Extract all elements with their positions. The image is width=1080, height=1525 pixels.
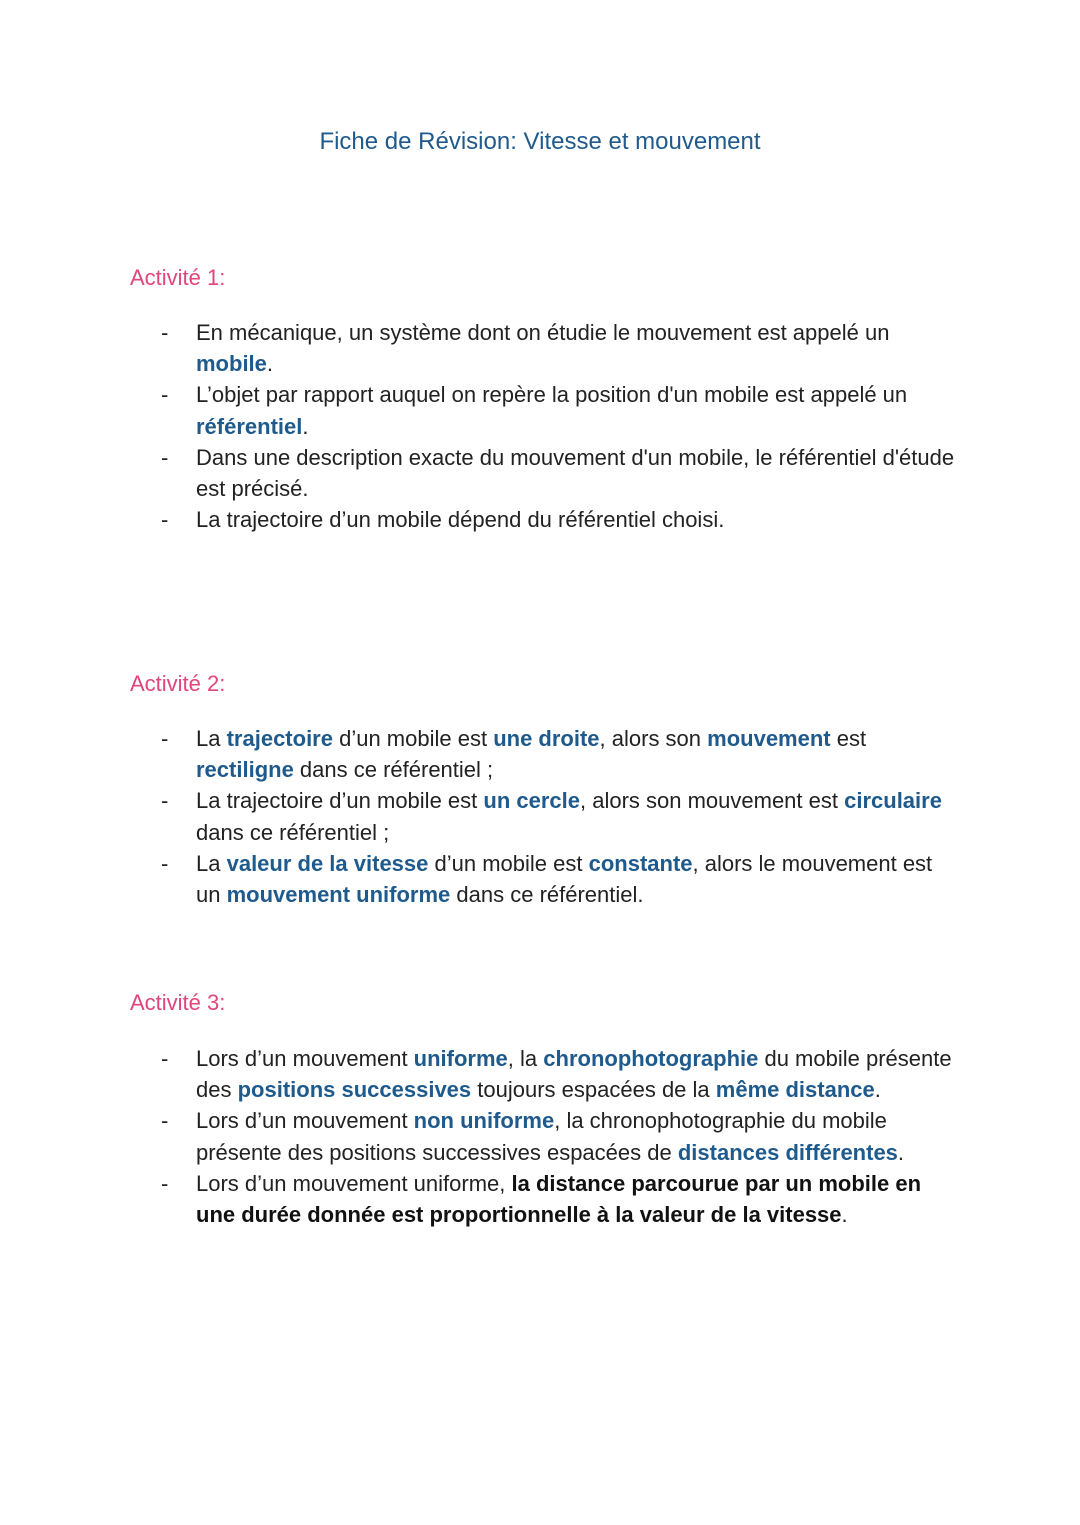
bullet-item: [0, 442, 1080, 504]
highlighted-term: mobile: [196, 351, 267, 377]
text-run: Lors d’un mouvement: [196, 1046, 414, 1071]
highlighted-term: chronophotographie: [543, 1046, 759, 1071]
highlighted-term: constante: [588, 850, 693, 876]
highlighted-term: même distance: [715, 1077, 875, 1103]
text-run: dans ce référentiel ;: [293, 757, 494, 783]
text-run: La trajectoire d’un mobile est: [196, 788, 484, 814]
highlighted-term: référentiel: [196, 413, 303, 439]
text-run: .: [841, 1202, 848, 1228]
highlighted-term: positions successives: [237, 1077, 472, 1103]
highlighted-term: valeur de la vitesse: [226, 850, 429, 876]
text-run: La trajectoire d’un mobile dépend du référentiel choisi.: [196, 507, 725, 533]
text-run: .: [874, 1077, 881, 1103]
bullet-dash: -: [161, 320, 169, 345]
bullet-dash: -: [161, 1108, 169, 1134]
bullet-item: [0, 785, 1080, 847]
highlighted-term: circulaire: [844, 788, 942, 814]
text-run: toujours espacées de la: [471, 1077, 716, 1103]
bullet-dash: -: [161, 850, 169, 876]
text-run: du mobile présente des: [196, 1046, 952, 1103]
page-title: Fiche de Révision: Vitesse et mouvement: [319, 128, 761, 155]
bold-statement: la distance parcourue par un mobile en une durée donnée est proportionnelle à la valeur de la vitesse: [196, 1170, 922, 1228]
text-run: Lors d’un mouvement: [196, 1108, 414, 1134]
text-run: .: [266, 351, 274, 377]
bullet-item: [0, 504, 1080, 535]
text-run: d’un mobile est: [332, 726, 494, 751]
text-run: En mécanique, un système dont on étudie le mouvement est appelé un: [196, 320, 890, 345]
text-run: d’un mobile est: [428, 850, 589, 876]
bullet-dash: -: [161, 444, 169, 470]
bullet-list-activite-2: [0, 723, 1080, 910]
highlighted-term: un cercle: [483, 788, 580, 814]
bullet-dash: -: [161, 1170, 169, 1196]
text-run: , alors le mouvement est un: [196, 850, 933, 908]
highlighted-term: non uniforme: [413, 1108, 555, 1134]
highlighted-term: mouvement: [707, 726, 831, 751]
text-run: , la: [507, 1046, 544, 1071]
bullet-item: [0, 1168, 1080, 1230]
text-run: , alors son mouvement est: [579, 788, 845, 814]
section-heading-activite-2: Activité 2:: [130, 671, 226, 696]
text-run: La: [196, 726, 227, 751]
highlighted-term: trajectoire: [226, 726, 333, 751]
bullet-dash: -: [161, 726, 169, 751]
highlighted-term: une droite: [493, 726, 600, 751]
text-run: dans ce référentiel ;: [196, 819, 390, 845]
bullet-dash: -: [161, 788, 169, 814]
text-run: , la chronophotographie du mobile présente des positions successives espacées de: [196, 1108, 887, 1165]
bullet-item: [0, 1043, 1080, 1105]
highlighted-term: mouvement uniforme: [226, 882, 451, 908]
section-heading-activite-1: Activité 1:: [130, 265, 226, 290]
text-run: .: [897, 1139, 905, 1165]
bullet-list-activite-3: [0, 1043, 1080, 1230]
bullet-item: [0, 848, 1080, 910]
text-run: , alors son: [599, 726, 708, 751]
text-run: .: [302, 413, 309, 439]
bullet-item: [0, 379, 1080, 441]
bullet-item: [0, 317, 1080, 379]
bullet-item: [0, 1105, 1080, 1167]
bullet-dash: -: [161, 507, 169, 533]
bullet-list-activite-1: [0, 317, 1080, 535]
text-run: Lors d’un mouvement uniforme,: [196, 1170, 512, 1196]
text-run: Dans une description exacte du mouvement d'un mobile, le référentiel d'étude est précisé.: [196, 444, 955, 502]
highlighted-term: distances différentes: [677, 1139, 898, 1165]
section-heading-activite-3: Activité 3:: [130, 990, 226, 1015]
text-run: est: [830, 726, 867, 751]
highlighted-term: rectiligne: [196, 757, 294, 783]
bullet-dash: -: [161, 1046, 169, 1071]
text-run: dans ce référentiel.: [450, 882, 644, 908]
highlighted-term: uniforme: [413, 1046, 508, 1071]
text-run: La: [196, 850, 227, 876]
text-run: L’objet par rapport auquel on repère la position d'un mobile est appelé un: [196, 382, 908, 408]
bullet-dash: -: [161, 382, 169, 408]
bullet-item: [0, 723, 1080, 785]
